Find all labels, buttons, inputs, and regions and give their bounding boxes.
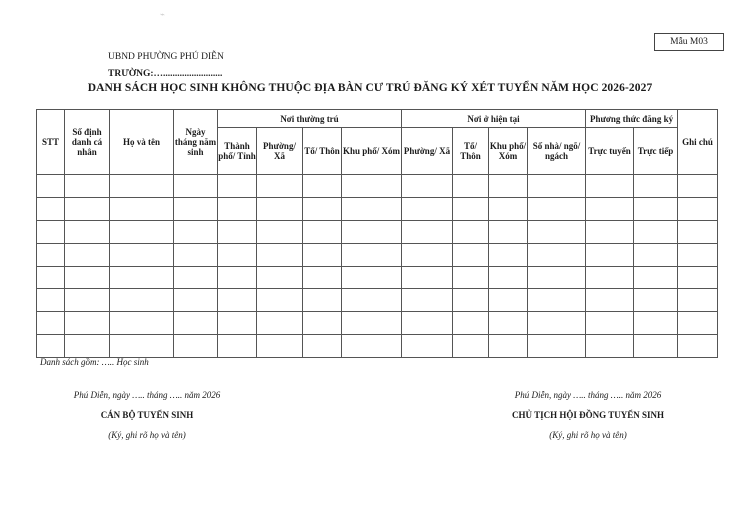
table-cell — [528, 335, 586, 358]
signature-block-chairman — [488, 390, 688, 440]
table-cell — [402, 175, 453, 198]
col-header-method-direct: Trực tiếp — [634, 128, 678, 175]
table-cell — [303, 175, 342, 198]
table-cell — [678, 266, 718, 289]
table-cell — [218, 243, 257, 266]
col-header-perm-block: Khu phố/ Xóm — [342, 128, 402, 175]
table-cell — [218, 175, 257, 198]
table-cell — [586, 197, 634, 220]
table-cell — [528, 266, 586, 289]
col-header-method-online: Trực tuyến — [586, 128, 634, 175]
table-cell — [634, 220, 678, 243]
table-cell — [65, 175, 110, 198]
table-cell — [257, 220, 303, 243]
table-cell — [174, 243, 218, 266]
table-cell — [528, 220, 586, 243]
table-cell — [65, 289, 110, 312]
table-cell — [402, 335, 453, 358]
table-cell — [37, 243, 65, 266]
student-count-note: Danh sách gồm: ….. Học sinh — [40, 357, 149, 367]
table-cell — [402, 266, 453, 289]
table-row — [37, 243, 718, 266]
table-cell — [303, 243, 342, 266]
table-cell — [586, 289, 634, 312]
document-title: DANH SÁCH HỌC SINH KHÔNG THUỘC ĐỊA BÀN CƯ TRÚ ĐĂNG KÝ XÉT TUYỂN NĂM HỌC 2026-2027 — [87, 82, 653, 94]
col-header-date-of-birth: Ngày tháng năm sinh — [174, 110, 218, 175]
table-cell — [303, 312, 342, 335]
table-cell — [453, 243, 489, 266]
col-header-perm-ward: Phường/ Xã — [257, 128, 303, 175]
table-cell — [489, 243, 528, 266]
table-cell — [453, 312, 489, 335]
group-header-registration-method: Phương thức đăng ký — [586, 110, 678, 128]
table-cell — [678, 220, 718, 243]
table-cell — [37, 175, 65, 198]
col-header-cur-ward: Phường/ Xã — [402, 128, 453, 175]
signature-date-left: Phú Diễn, ngày ….. tháng ….. năm 2026 — [73, 390, 221, 400]
table-cell — [453, 289, 489, 312]
table-cell — [342, 175, 402, 198]
col-header-personal-id: Số định danh cá nhân — [65, 110, 110, 175]
table-cell — [489, 197, 528, 220]
table-cell — [303, 197, 342, 220]
table-cell — [489, 312, 528, 335]
table-cell — [634, 243, 678, 266]
table-cell — [110, 289, 174, 312]
col-header-perm-group: Tổ/ Thôn — [303, 128, 342, 175]
school-name-line: TRƯỜNG:…......................... — [108, 69, 223, 79]
header-row-1 — [37, 110, 718, 128]
table-cell — [303, 289, 342, 312]
table-cell — [453, 266, 489, 289]
table-cell — [342, 266, 402, 289]
table-cell — [586, 312, 634, 335]
agency-name: UBND PHƯỜNG PHÚ DIỄN — [108, 52, 224, 62]
table-cell — [528, 289, 586, 312]
table-cell — [303, 335, 342, 358]
table-cell — [528, 243, 586, 266]
table-cell — [678, 175, 718, 198]
table-cell — [453, 175, 489, 198]
table-row — [37, 220, 718, 243]
table-cell — [528, 312, 586, 335]
table-cell — [586, 243, 634, 266]
table-cell — [174, 312, 218, 335]
table-cell — [218, 312, 257, 335]
table-cell — [678, 289, 718, 312]
table-cell — [174, 175, 218, 198]
table-cell — [586, 335, 634, 358]
faint-mark-icon: ⌁ — [160, 10, 165, 19]
table-cell — [174, 289, 218, 312]
table-cell — [65, 266, 110, 289]
table-cell — [402, 220, 453, 243]
table-cell — [489, 289, 528, 312]
table-cell — [634, 289, 678, 312]
table-body — [37, 175, 718, 358]
table-cell — [257, 335, 303, 358]
table-cell — [110, 243, 174, 266]
table-cell — [65, 335, 110, 358]
table-row — [37, 312, 718, 335]
signature-hint-right: (Ký, ghi rõ họ và tên) — [549, 430, 627, 440]
table-cell — [342, 289, 402, 312]
table-cell — [586, 266, 634, 289]
table-cell — [218, 289, 257, 312]
table-cell — [342, 220, 402, 243]
table-cell — [174, 197, 218, 220]
table-cell — [257, 175, 303, 198]
table-cell — [528, 175, 586, 198]
table-cell — [218, 220, 257, 243]
table-cell — [634, 197, 678, 220]
table-cell — [634, 312, 678, 335]
table-cell — [257, 197, 303, 220]
table-cell — [489, 220, 528, 243]
table-cell — [110, 175, 174, 198]
table-cell — [110, 220, 174, 243]
table-cell — [453, 335, 489, 358]
table-row — [37, 266, 718, 289]
table-cell — [37, 289, 65, 312]
signature-date-right: Phú Diễn, ngày ….. tháng ….. năm 2026 — [514, 390, 662, 400]
table-cell — [402, 312, 453, 335]
table-cell — [678, 335, 718, 358]
table-cell — [634, 335, 678, 358]
table-row — [37, 197, 718, 220]
col-header-perm-city: Thành phố/ Tỉnh — [218, 128, 257, 175]
table-cell — [174, 220, 218, 243]
table-cell — [303, 266, 342, 289]
table-row — [37, 289, 718, 312]
table-cell — [528, 197, 586, 220]
table-cell — [257, 289, 303, 312]
table-cell — [678, 243, 718, 266]
col-header-full-name: Họ và tên — [110, 110, 174, 175]
col-header-cur-block: Khu phố/ Xóm — [489, 128, 528, 175]
student-list-table — [36, 109, 718, 358]
table-cell — [65, 243, 110, 266]
table-cell — [37, 266, 65, 289]
table-cell — [453, 197, 489, 220]
table-cell — [37, 312, 65, 335]
table-cell — [634, 175, 678, 198]
table-cell — [586, 220, 634, 243]
table-cell — [342, 197, 402, 220]
table-cell — [342, 312, 402, 335]
table-cell — [257, 243, 303, 266]
table-cell — [342, 243, 402, 266]
table-cell — [402, 289, 453, 312]
table-row — [37, 175, 718, 198]
table-cell — [678, 312, 718, 335]
table-row — [37, 335, 718, 358]
col-header-note: Ghi chú — [678, 110, 718, 175]
table-cell — [257, 266, 303, 289]
group-header-current-residence: Nơi ở hiện tại — [402, 110, 586, 128]
table-cell — [110, 335, 174, 358]
table-cell — [65, 312, 110, 335]
table-cell — [402, 197, 453, 220]
signature-role-right: CHỦ TỊCH HỘI ĐỒNG TUYỂN SINH — [512, 410, 664, 420]
form-code-box: Mẫu M03 — [654, 33, 724, 51]
table-cell — [303, 220, 342, 243]
col-header-stt: STT — [37, 110, 65, 175]
signature-role-left: CÁN BỘ TUYỂN SINH — [100, 410, 194, 420]
table-cell — [110, 197, 174, 220]
table-cell — [218, 266, 257, 289]
table-cell — [110, 266, 174, 289]
table-cell — [37, 197, 65, 220]
table-cell — [402, 243, 453, 266]
table-cell — [37, 335, 65, 358]
signature-hint-left: (Ký, ghi rõ họ và tên) — [108, 430, 186, 440]
table-cell — [678, 197, 718, 220]
table-cell — [174, 266, 218, 289]
table-cell — [489, 335, 528, 358]
table-cell — [257, 312, 303, 335]
table-cell — [174, 335, 218, 358]
table-cell — [489, 266, 528, 289]
group-header-permanent-residence: Nơi thường trú — [218, 110, 402, 128]
table-cell — [634, 266, 678, 289]
col-header-cur-house: Số nhà/ ngõ/ ngách — [528, 128, 586, 175]
table-cell — [489, 175, 528, 198]
signature-block-officer — [52, 390, 242, 440]
table-cell — [65, 220, 110, 243]
table-cell — [586, 175, 634, 198]
table-cell — [218, 197, 257, 220]
table-cell — [37, 220, 65, 243]
table-cell — [110, 312, 174, 335]
table-cell — [342, 335, 402, 358]
col-header-cur-group: Tổ/ Thôn — [453, 128, 489, 175]
table-cell — [453, 220, 489, 243]
table-cell — [218, 335, 257, 358]
table-cell — [65, 197, 110, 220]
